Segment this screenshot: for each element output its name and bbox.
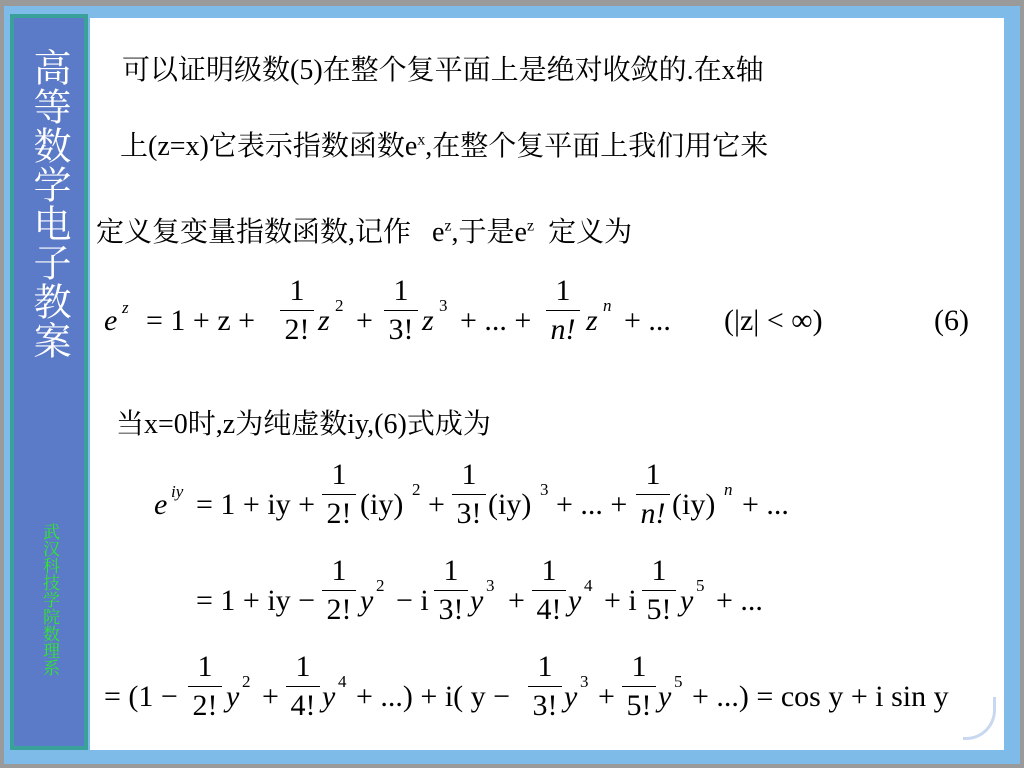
eq6-plus-1: +: [356, 304, 373, 337]
eqa-paren-1: (iy): [360, 488, 404, 521]
eqc-pow-3: 3: [580, 672, 589, 691]
text-line-3-sup2: z: [526, 217, 535, 235]
eqc-frac-4: 1 5!: [622, 650, 656, 723]
eqb-frac-1: 1 2!: [322, 554, 356, 627]
sidebar-title: 高等数学电子教案: [27, 48, 71, 360]
text-line-2-pre: 上(z=x)它表示指数函数e: [120, 131, 418, 162]
eqb-pow-1: 2: [376, 576, 385, 595]
eq6-condition: (|z| < ∞): [724, 304, 823, 337]
eq6-frac-1: 1 2!: [280, 274, 314, 347]
eqa-pow-3: n: [724, 480, 733, 499]
eqa-lhs-sup: iy: [171, 482, 184, 501]
eq6-lhs: e: [104, 304, 118, 337]
eqa-start: = 1 + iy +: [196, 488, 316, 521]
text-line-2: [120, 124, 768, 164]
text-line-3-sup1: z: [444, 217, 452, 235]
eqc-pow-1: 2: [242, 672, 251, 691]
eq6-dots: + ... +: [460, 304, 532, 337]
eqb-pow-4: 5: [696, 576, 705, 595]
eq6-lhs-sup: z: [122, 298, 129, 317]
eqb-frac-2: 1 3!: [434, 554, 468, 627]
eqa-frac-1: 1 2!: [322, 458, 356, 531]
eqa-pow-1: 2: [412, 480, 421, 499]
eqc-plus-2: +: [598, 680, 615, 713]
text-line-3-pre: 定义复变量指数函数,记作 e: [96, 217, 445, 248]
eqb-start: = 1 + iy −: [196, 584, 316, 617]
eqa-plus: +: [428, 488, 445, 521]
eqb-minus-i: − i: [396, 584, 429, 617]
eqa-end: + ...: [742, 488, 789, 521]
slide-content: [90, 18, 1004, 750]
eqc-y-1: y: [226, 680, 240, 713]
text-line-2-post: ,在整个复平面上我们用它来: [425, 131, 769, 162]
eq6-term-1: = 1 + z +: [146, 304, 256, 337]
eqc-frac-1: 1 2!: [188, 650, 222, 723]
eqb-y-3: y: [568, 584, 582, 617]
eqb-y-4: y: [680, 584, 694, 617]
eq6-label: (6): [934, 304, 969, 337]
eq6-end: + ...: [624, 304, 671, 337]
eq6-frac-2: 1 3!: [384, 274, 418, 347]
eqa-pow-2: 3: [540, 480, 549, 499]
eqb-y-2: y: [470, 584, 484, 617]
eqc-y-2: y: [322, 680, 336, 713]
eqb-y-1: y: [360, 584, 374, 617]
eqc-pow-2: 4: [338, 672, 347, 691]
eqb-pow-3: 4: [584, 576, 593, 595]
eqc-frac-3: 1 3!: [528, 650, 562, 723]
eqb-frac-3: 1 4!: [532, 554, 566, 627]
eqa-dots: + ... +: [556, 488, 628, 521]
sidebar: [10, 14, 88, 750]
page-curl-decoration: [963, 697, 996, 740]
eqa-frac-2: 1 3!: [452, 458, 486, 531]
text-line-2-sup: x: [417, 131, 426, 149]
eqc-close-1: + ...) + i( y −: [356, 680, 511, 713]
eq6-pow-1: 2: [335, 296, 344, 315]
text-line-1: 可以证明级数(5)在整个复平面上是绝对收敛的.在x轴: [122, 55, 764, 86]
eqc-y-3: y: [564, 680, 578, 713]
eqb-end: + ...: [716, 584, 763, 617]
sidebar-org: 武汉科技学院数理系: [39, 523, 59, 676]
eq6-z-3: z: [586, 304, 598, 337]
eqc-start: = (1 −: [104, 680, 178, 713]
eq6-pow-3: n: [603, 296, 612, 315]
eqc-plus: +: [262, 680, 279, 713]
eqa-lhs: e: [154, 488, 168, 521]
eq6-z-1: z: [318, 304, 330, 337]
eqb-plus: +: [508, 584, 525, 617]
eqc-y-4: y: [658, 680, 672, 713]
eq6-pow-2: 3: [439, 296, 448, 315]
eqc-frac-2: 1 4!: [286, 650, 320, 723]
eqb-pow-2: 3: [486, 576, 495, 595]
text-line-4: 当x=0时,z为纯虚数iy,(6)式成为: [116, 409, 491, 440]
text-line-3-post: 定义为: [534, 217, 633, 248]
eqa-paren-3: (iy): [672, 488, 716, 521]
eqb-frac-4: 1 5!: [642, 554, 676, 627]
eqc-pow-4: 5: [674, 672, 683, 691]
eqb-plus-i: + i: [604, 584, 637, 617]
text-line-3-mid: ,于是e: [451, 217, 527, 248]
eqc-close-2: + ...) = cos y + i sin y: [692, 680, 949, 713]
eq6-z-2: z: [422, 304, 434, 337]
text-line-3: [96, 210, 632, 250]
eq6-frac-3: 1 n!: [546, 274, 580, 347]
eqa-paren-2: (iy): [488, 488, 532, 521]
eqa-frac-3: 1 n!: [636, 458, 670, 531]
